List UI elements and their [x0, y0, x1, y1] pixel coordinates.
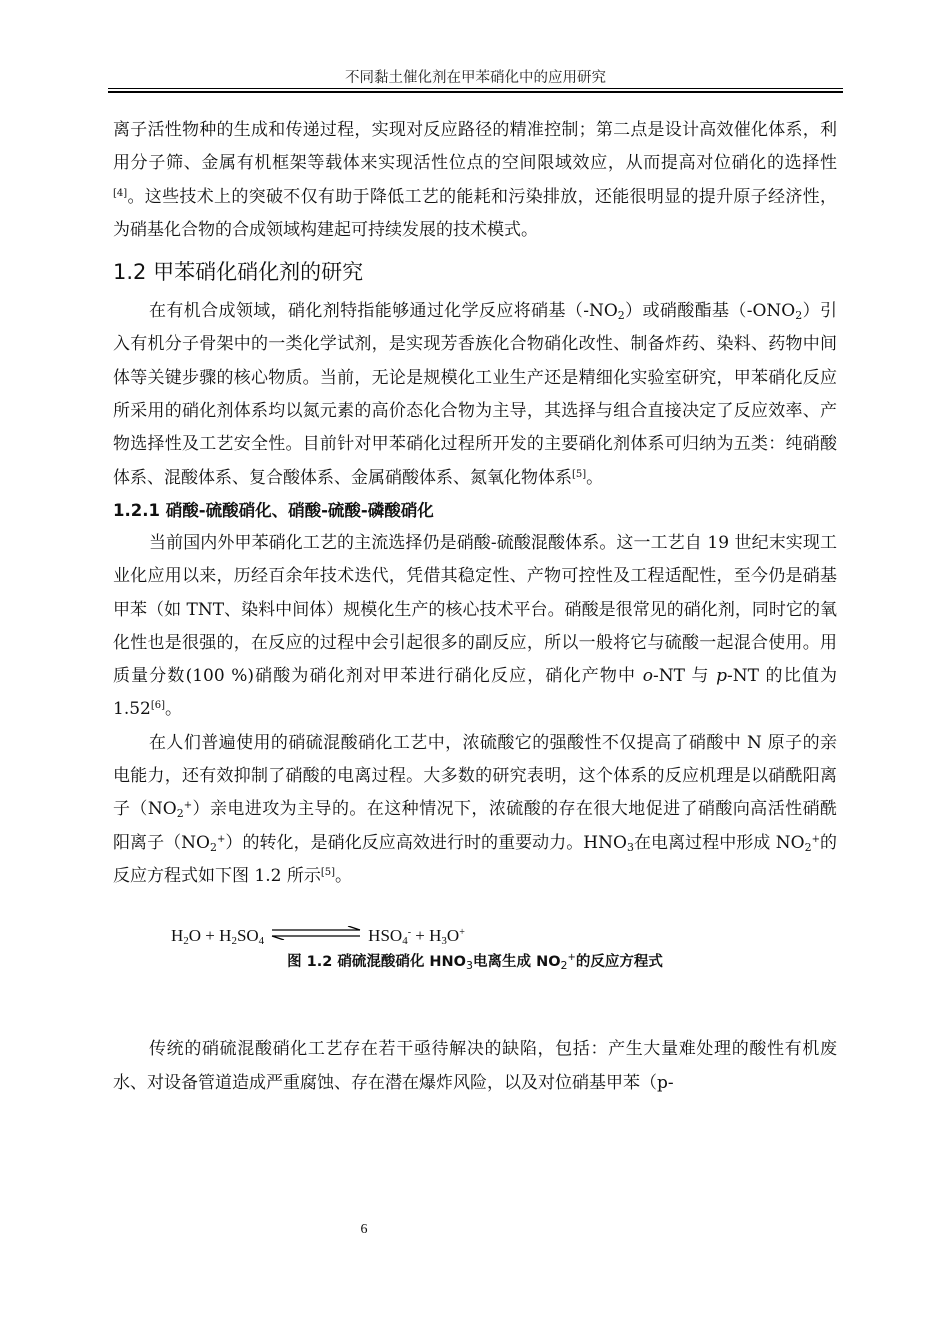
- running-header: 不同黏土催化剂在甲苯硝化中的应用研究: [345, 70, 606, 86]
- citation: [4]: [113, 187, 128, 199]
- figure-caption: 图 1.2 硝硫混酸硝化 $HNO_3$电离生成 $NO_2^+$的反应方程式: [287, 952, 663, 973]
- figure-1-2: [113, 893, 837, 1033]
- citation: [5]: [320, 866, 336, 878]
- subsection-heading-1-2-1: 1.2.1 硝酸-硫酸硝化、硝酸-硫酸-磷酸硝化: [113, 500, 434, 520]
- page-number: 6: [360, 1222, 368, 1237]
- body-text: [113, 114, 837, 1100]
- paragraph-continued: 离子活性物种的生成和传递过程，实现对反应路径的精准控制；第二点是设计高效催化体系，利用分子筛、金属有机框架等载体来实现活性位点的空间限域效应，从而提高对位硝化的选择性[4]。这些技术上的突破不仅有助于降低工艺的能耗和污染排放，还能很明显的提升原子经济性，为硝基化合物的合成领域构建起可持续发展的技术模式。: [113, 120, 837, 240]
- section-heading-1-2: 1.2 甲苯硝化硝化剂的研究: [113, 260, 364, 285]
- citation: [6]: [150, 700, 166, 712]
- header-rule-thick: [108, 91, 843, 93]
- reaction-equation: $H_2O + H_2SO_4$ $HSO_4^- + H_3O^+$: [171, 926, 465, 948]
- equilibrium-arrow-icon: [268, 926, 364, 940]
- header-rule-thin: [108, 88, 843, 89]
- paragraph-mechanism: 在人们普遍使用的硝硫混酸硝化工艺中，浓硫酸它的强酸性不仅提高了硝酸中 N 原子的亲电能力，还有效抑制了硝酸的电离过程。大多数的研究表明，这个体系的反应机理是以硝酰阳离子$(NO_2^+)$亲电进攻为主导的。在这种情况下，浓硫酸的存在很大地促进了硝酸向高活性硝酰阳离子$(NO_2^+)$的转化，是硝化反应高效进行时的重要动力。$HNO_3$在电离过程中形成 $NO_2^+$的反应方程式如下图 1.2 所示[5]。: [113, 732, 838, 886]
- paragraph-nitrating-agents: 在有机合成领域，硝化剂特指能够通过化学反应将硝基$(-NO_2)$或硝酸酯基$(-ONO_2)$引入有机分子骨架中的一类化学试剂，是实现芳香族化合物硝化改性、制备炸药、染料、药物中间体等关键步骤的核心物质。当前，无论是规模化工业生产还是精细化实验室研究，甲苯硝化反应所采用的硝化剂体系均以氮元素的高价态化合物为主导，其选择与组合直接决定了反应效率、产物选择性及工艺安全性。目前针对甲苯硝化过程所开发的主要硝化剂体系可归纳为五类：纯硝酸体系、混酸体系、复合酸体系、金属硝酸体系、氮氧化物体系[5]。: [113, 301, 837, 488]
- citation: [5]: [572, 468, 587, 480]
- paragraph-mixed-acid: 当前国内外甲苯硝化工艺的主流选择仍是硝酸-硫酸混酸体系。这一工艺自 19 世纪末实现工业化应用以来，历经百余年技术迭代，凭借其稳定性、产物可控性及工程适配性，至今仍是硝基甲苯（如 TNT、染料中间体）规模化生产的核心技术平台。硝酸是很常见的硝化剂，同时它的氧化性也是很强的，在反应的过程中会引起很多的副反应，所以一般将它与硫酸一起混合使用。用质量分数(100 %)硝酸为硝化剂对甲苯进行硝化反应，硝化产物中 o-NT 与 p-NT 的比值为 1.52[6]。: [113, 532, 837, 720]
- paragraph-drawbacks: 传统的硝硫混酸硝化工艺存在若干亟待解决的缺陷，包括：产生大量难处理的酸性有机废水、对设备管道造成严重腐蚀、存在潜在爆炸风险，以及对位硝基甲苯（p-: [113, 1039, 837, 1093]
